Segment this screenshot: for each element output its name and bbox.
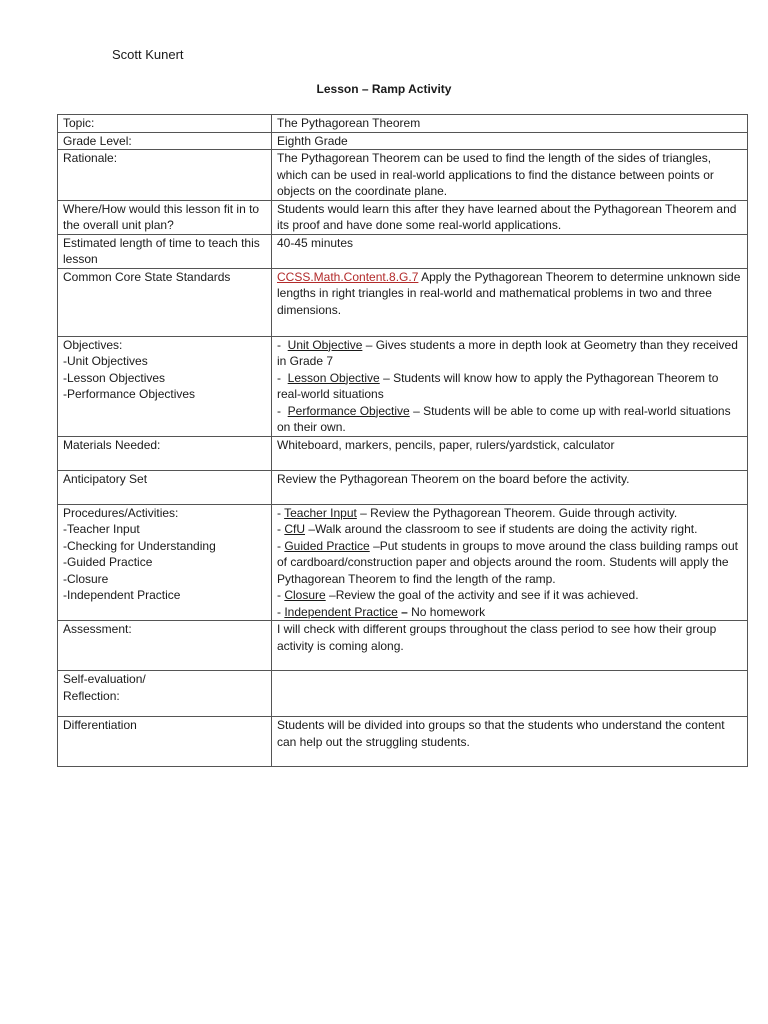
objective-name: Unit Objective [287,337,363,352]
time-value: 40-45 minutes [272,234,748,268]
reflection-value [272,671,748,717]
procedure-item: - Closure –Review the goal of the activity and see if it was achieved. [277,588,639,602]
row-procedures [58,504,748,621]
standards-link[interactable]: CCSS.Math.Content.8.G.7 [277,269,419,284]
procedure-item: - CfU –Walk around the classroom to see if students are doing the activity right. [277,522,698,536]
row-objectives [58,336,748,436]
lesson-plan-table [57,114,748,767]
fit-label: Where/How would this lesson fit in to the overall unit plan? [58,200,272,234]
row-topic [58,115,748,133]
anticipatory-label: Anticipatory Set [58,470,272,504]
procedure-name: Closure [284,588,326,602]
procedure-item: - Teacher Input – Review the Pythagorean Theorem. Guide through activity. [277,505,678,520]
row-materials [58,436,748,470]
objective-name: Lesson Objective [287,370,380,385]
time-label: Estimated length of time to teach this lesson [58,234,272,268]
procedure-item: - Guided Practice –Put students in groups to move around the class building ramps out of cardboard/construction paper and objects around the room. Students will apply the Pythagorean Theorem to find the length of the ramp. [277,538,738,586]
objective-item: - Lesson Objective – Students will know how to apply the Pythagorean Theorem to real-world situations [277,370,719,401]
rationale-label: Rationale: [58,150,272,201]
objectives-label-line: -Performance Objectives [63,387,196,401]
procedure-item: - Independent Practice – No homework [277,604,486,619]
differentiation-value: Students will be divided into groups so that the students who understand the content can help out the struggling students. [272,717,748,767]
objective-item: - Performance Objective – Students will be able to come up with real-world situations on their own. [277,403,731,434]
procedures-label-line: -Independent Practice [63,588,181,602]
objectives-label-line: Objectives: [63,337,123,352]
objective-name: Performance Objective [287,403,410,418]
assessment-label: Assessment: [58,621,272,671]
row-rationale [58,150,748,201]
reflection-label-line: Reflection: [63,688,120,703]
row-differentiation [58,717,748,767]
procedures-label-line: Procedures/Activities: [63,505,179,520]
procedures-label-line: -Teacher Input [63,522,140,536]
procedures-label-line: -Checking for Understanding [63,538,216,553]
objectives-label-line: -Lesson Objectives [63,370,166,385]
anticipatory-value: Review the Pythagorean Theorem on the board before the activity. [272,470,748,504]
reflection-label [58,671,272,717]
materials-label: Materials Needed: [58,436,272,470]
row-time [58,234,748,268]
standards-value [272,268,748,336]
fit-value: Students would learn this after they have learned about the Pythagorean Theorem and its proof and have done some real-world applications. [272,200,748,234]
procedure-name: Teacher Input [284,505,357,520]
procedure-name: Guided Practice [284,538,370,553]
procedures-label [58,504,272,621]
materials-value: Whiteboard, markers, pencils, paper, rulers/yardstick, calculator [272,436,748,470]
procedures-value [272,504,748,621]
rationale-value: The Pythagorean Theorem can be used to find the length of the sides of triangles, which can be used in real-world applications to find the distance between points or objects on the coordinate plane. [272,150,748,201]
standards-label: Common Core State Standards [58,268,272,336]
standards-text: Apply the Pythagorean Theorem to determine unknown side lengths in right triangles in real-world and mathematical problems in two and three dimensions. [277,269,741,317]
objectives-value [272,336,748,436]
differentiation-label: Differentiation [58,717,272,767]
topic-value: The Pythagorean Theorem [272,115,748,133]
row-grade-level [58,132,748,150]
objective-item: - Unit Objective – Gives students a more in depth look at Geometry than they received in Grade 7 [277,337,738,368]
procedure-name: Independent Practice [284,604,398,619]
objectives-label-line: -Unit Objectives [63,354,148,368]
grade-label: Grade Level: [58,132,272,150]
procedures-label-line: -Closure [63,571,109,586]
objectives-label [58,336,272,436]
row-standards [58,268,748,336]
assessment-value: I will check with different groups throughout the class period to see how their group activity is coming along. [272,621,748,671]
row-anticipatory-set [58,470,748,504]
row-reflection [58,671,748,717]
procedure-name: CfU [284,522,306,536]
procedures-label-line: -Guided Practice [63,555,153,569]
document-title: Lesson – Ramp Activity [316,82,452,96]
reflection-label-line: Self-evaluation/ [63,672,146,686]
grade-value: Eighth Grade [272,132,748,150]
author-name: Scott Kunert [112,47,184,62]
topic-label: Topic: [58,115,272,133]
row-assessment [58,621,748,671]
row-unit-fit [58,200,748,234]
